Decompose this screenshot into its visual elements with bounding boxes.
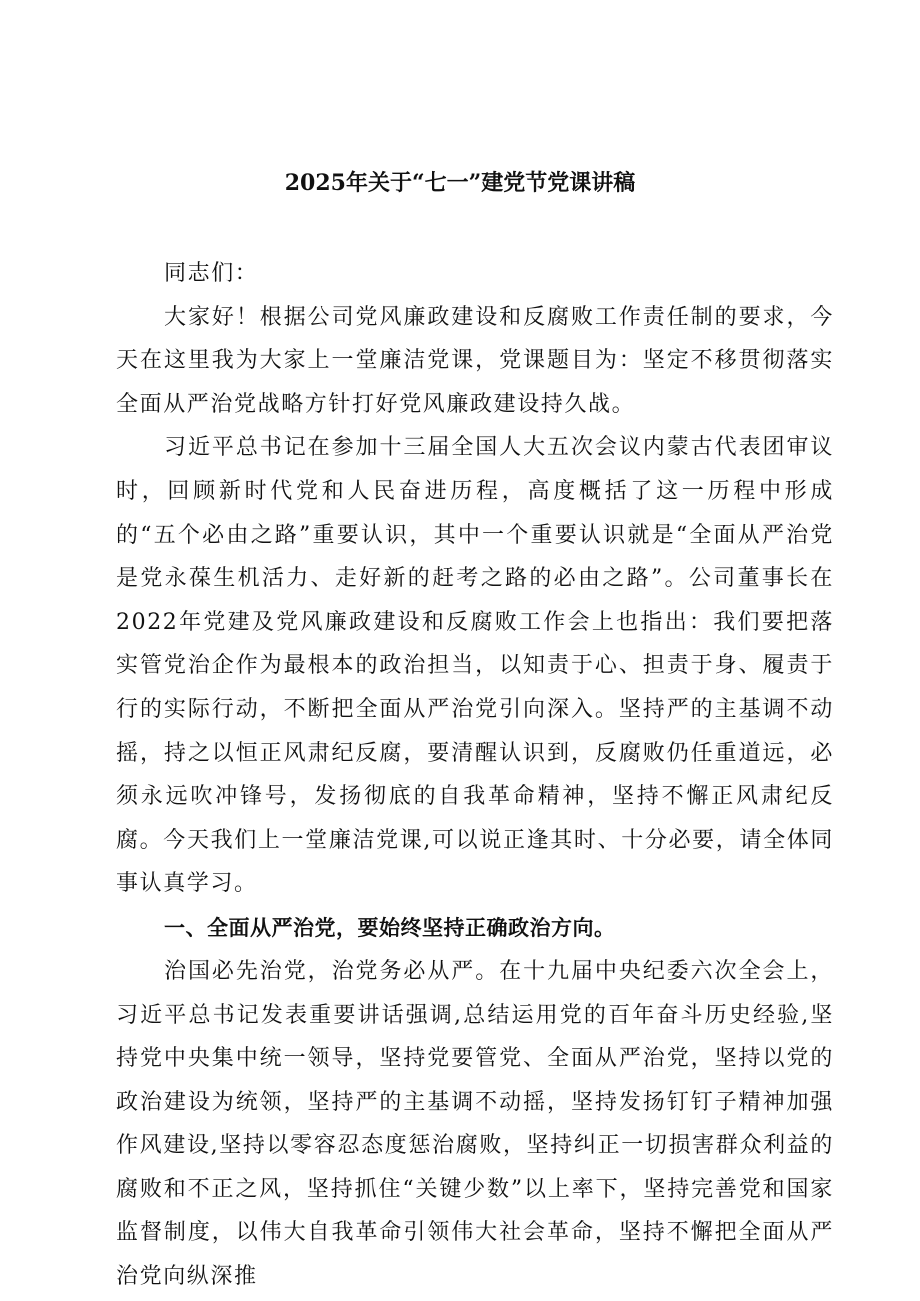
document-body [116, 252, 834, 1299]
section-heading: 一、全面从严治党，要始终坚持正确政治方向。 [164, 915, 616, 940]
section-paragraph: 治国必先治党，治党务必从严。在十九届中央纪委六次全会上，习近平总书记发表重要讲话强调,总结运用党的百年奋斗历史经验,坚持党中央集中统一领导，坚持党要管党、全面从严治党，坚持以党的政治建设为统领，坚持严的主基调不动摇，坚持发扬钉钉子精神加强作风建设,坚持以零容忍态度惩治腐败，坚持纠正一切损害群众利益的腐败和不正之风，坚持抓住“关键少数”以上率下，坚持完善党和国家监督制度，以伟大自我革命引领伟大社会革命，坚持不懈把全面从严治党向纵深推 [116, 958, 834, 1290]
paragraph-intro: 大家好！根据公司党风廉政建设和反腐败工作责任制的要求，今天在这里我为大家上一堂廉洁党课，党课题目为：坚定不移贯彻落实全面从严治党战略方针打好党风廉政建设持久战。 [116, 304, 834, 417]
document-title: 2025年关于“七一”建党节党课讲稿 [284, 170, 636, 196]
greeting: 同志们： [164, 261, 259, 286]
paragraph-quote: 习近平总书记在参加十三届全国人大五次会议内蒙古代表团审议时，回顾新时代党和人民奋进历程，高度概括了这一历程中形成的“五个必由之路”重要认识，其中一个重要认识就是“全面从严治党是党永葆生机活力、走好新的赶考之路的必由之路”。公司董事长在2022年党建及党风廉政建设和反腐败工作会上也指出：我们要把落实管党治企作为最根本的政治担当，以知责于心、担责于身、履责于行的实际行动，不断把全面从严治党引向深入。坚持严的主基调不动摇，持之以恒正风肃纪反腐，要清醒认识到，反腐败仍任重道远，必须永远吹冲锋号，发扬彻底的自我革命精神，坚持不懈正风肃纪反腐。今天我们上一堂廉洁党课,可以说正逢其时、十分必要，请全体同事认真学习。 [116, 435, 834, 897]
